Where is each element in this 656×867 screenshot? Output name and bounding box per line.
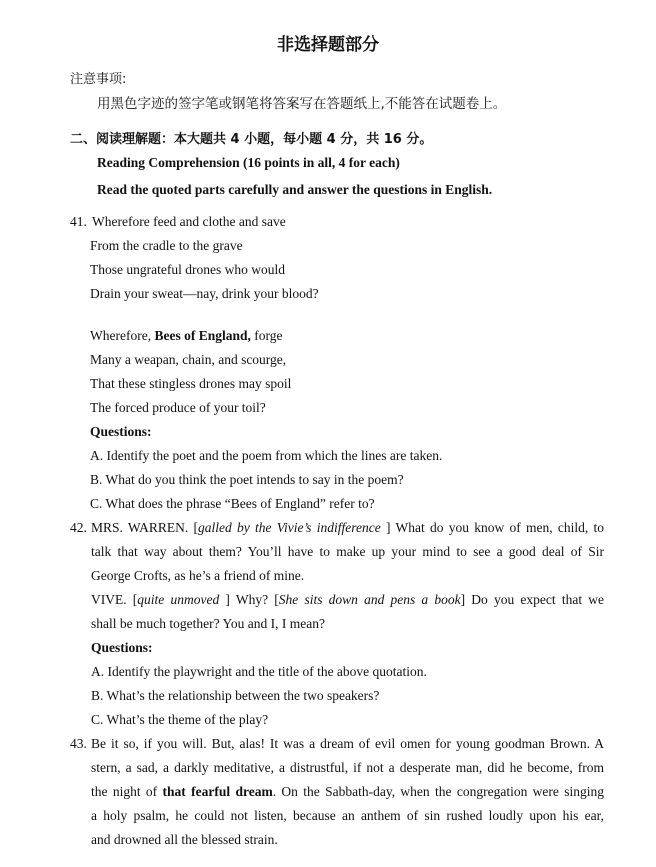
- q42-line: shall be much together? You and I, I mean?: [91, 616, 325, 631]
- q41-line: That these stingless drones may spoil: [90, 376, 292, 391]
- q43-line: a holy psalm, he could not listen, because an anthem of sin rushed loudly upon his ear,: [91, 808, 604, 823]
- text-segment: ] Why? [: [219, 592, 279, 607]
- q43-line: stern, a sad, a darkly meditative, a distrustful, if not a desperate man, did he become, from: [91, 760, 604, 775]
- bees-of-england-bold: Bees of England,: [154, 328, 251, 343]
- q41-line: Those ungrateful drones who would: [90, 262, 285, 277]
- section-title: 非选择题部分: [277, 35, 379, 55]
- q41-line: From the cradle to the grave: [90, 238, 243, 253]
- q42-questions-label: Questions:: [91, 640, 153, 655]
- fearful-dream-bold: that fearful dream: [162, 784, 273, 799]
- text-segment: Wherefore,: [90, 328, 155, 343]
- q42-line: [91, 592, 604, 608]
- q41-questions-label: Questions:: [90, 424, 152, 439]
- q42-line: talk that way about them? You’ll have to make up your mind to see a good deal of Sir: [91, 544, 604, 559]
- q43-line: [91, 784, 604, 800]
- stage-direction: galled by the Vivie’s indifference: [198, 520, 381, 535]
- part2-heading: 二、阅读理解题：本大题共 4 小题，每小题 4 分，共 16 分。: [70, 132, 433, 147]
- q41-question: B. What do you think the poet intends to say in the poem?: [90, 472, 404, 487]
- q41-line: Drain your sweat—nay, drink your blood?: [90, 286, 319, 301]
- text-segment: MRS. WARREN. [: [91, 520, 199, 535]
- q41-line-bees: [90, 328, 283, 344]
- q43-number: 43.: [70, 736, 87, 751]
- text-segment: forge: [250, 328, 283, 343]
- q41-question: C. What does the phrase “Bees of England” refer to?: [90, 496, 375, 511]
- stage-direction: quite unmoved: [137, 592, 220, 607]
- q43-line: Be it so, if you will. But, alas! It was a dream of evil omen for young goodman Brown. A: [91, 736, 604, 751]
- q41-line: Many a weapan, chain, and scourge,: [90, 352, 287, 367]
- text-segment: ] What do you know of men, child, to: [380, 520, 604, 535]
- q42-line: George Crofts, as he’s a friend of mine.: [91, 568, 305, 583]
- notice-heading: 注意事项:: [70, 72, 127, 87]
- q42-question: C. What’s the theme of the play?: [91, 712, 269, 727]
- text-segment: . On the Sabbath-day, when the congregation were singing: [272, 784, 604, 799]
- q42-question: B. What’s the relationship between the two speakers?: [91, 688, 380, 703]
- q42-number: 42.: [70, 520, 87, 535]
- q41-line: The forced produce of your toil?: [90, 400, 266, 415]
- instruction-answer: Read the quoted parts carefully and answer the questions in English.: [97, 182, 493, 197]
- text-segment: ] Do you expect that we: [460, 592, 604, 607]
- q42-question: A. Identify the playwright and the title of the above quotation.: [91, 664, 427, 679]
- q42-line: [91, 520, 604, 536]
- q41-number: 41.: [70, 214, 87, 229]
- stage-direction: She sits down and pens a book: [278, 592, 461, 607]
- text-segment: VIVE. [: [91, 592, 138, 607]
- notice-text: 用黑色字迹的签字笔或钢笔将答案写在答题纸上,不能答在试题卷上。: [97, 96, 507, 112]
- text-segment: the night of: [91, 784, 163, 799]
- q41-question: A. Identify the poet and the poem from which the lines are taken.: [90, 448, 443, 463]
- q41-line: Wherefore feed and clothe and save: [92, 214, 286, 229]
- instruction-reading: Reading Comprehension (16 points in all, 4 for each): [97, 155, 400, 170]
- q43-line: and drowned all the blessed strain.: [91, 832, 278, 847]
